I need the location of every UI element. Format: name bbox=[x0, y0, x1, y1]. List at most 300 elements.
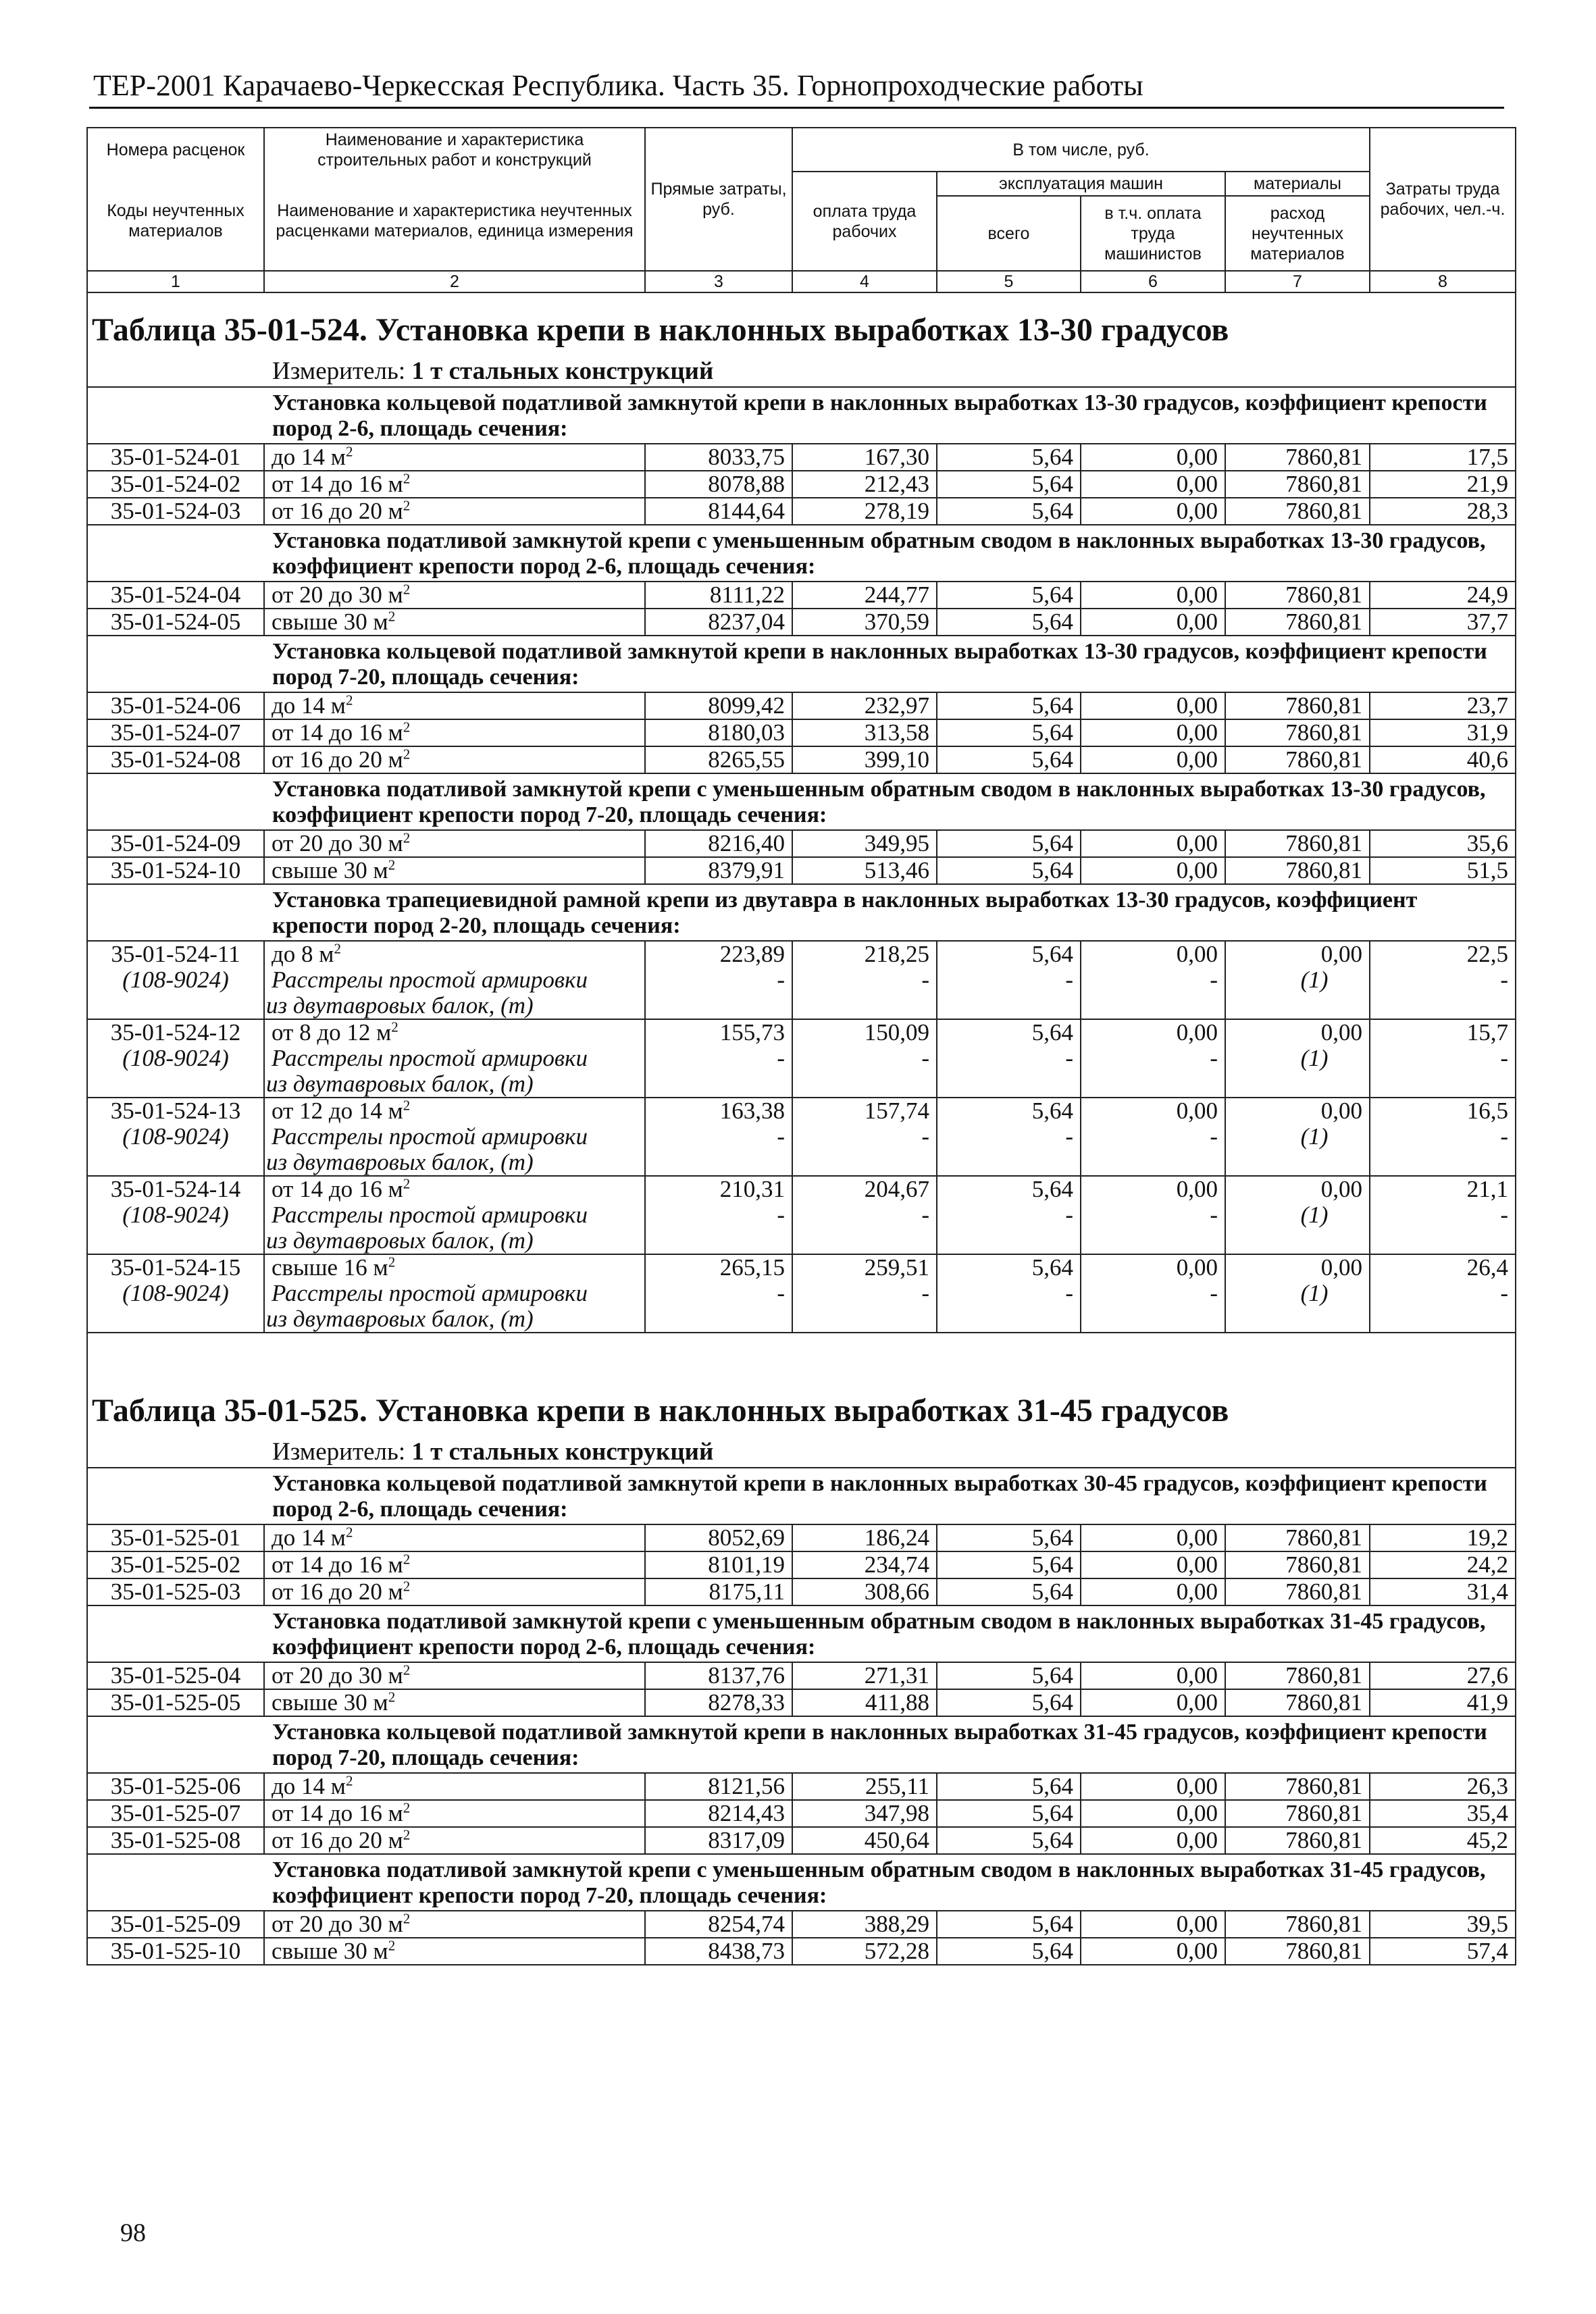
work-name bbox=[264, 1773, 645, 1800]
labor-hours: 40,6 bbox=[1370, 746, 1516, 773]
machines-total: 5,64 bbox=[937, 1098, 1081, 1124]
worker-pay: 271,31 bbox=[792, 1662, 937, 1689]
machines-total: 5,64 bbox=[937, 609, 1081, 636]
operator-pay: 0,00 bbox=[1081, 1773, 1225, 1800]
labor-hours: 57,4 bbox=[1370, 1938, 1516, 1965]
rate-code: 35-01-525-08 bbox=[87, 1827, 264, 1854]
worker-pay: 370,59 bbox=[792, 609, 937, 636]
operator-pay: 0,00 bbox=[1081, 1827, 1225, 1854]
machines-total: 5,64 bbox=[937, 471, 1081, 498]
group-description: Установка податливой замкнутой крепи с уменьшенным обратным сводом в наклонных выработках 31-45 градусов, коэффициент крепости пород 2-6, площадь сечения: bbox=[87, 1605, 1516, 1662]
spacer-row bbox=[87, 1333, 1516, 1374]
unit-superscript: 2 bbox=[403, 746, 411, 763]
work-name bbox=[264, 1176, 645, 1202]
work-name-text: от 8 до 12 м bbox=[272, 1019, 392, 1046]
table-row bbox=[87, 1689, 1516, 1716]
table-row bbox=[87, 830, 1516, 857]
labor-hours: 31,9 bbox=[1370, 719, 1516, 746]
header-labor-hours: Затраты труда рабочих, чел.-ч. bbox=[1370, 128, 1516, 271]
rate-code: 35-01-525-02 bbox=[87, 1551, 264, 1578]
unit-superscript: 2 bbox=[403, 1800, 411, 1816]
work-name-text: свыше 16 м bbox=[272, 1254, 388, 1281]
machines-total: 5,64 bbox=[937, 692, 1081, 719]
page-header bbox=[89, 68, 1504, 109]
machines-total: 5,64 bbox=[937, 719, 1081, 746]
operator-pay: 0,00 bbox=[1081, 1578, 1225, 1605]
work-name bbox=[264, 746, 645, 773]
unit-superscript: 2 bbox=[403, 830, 411, 846]
rate-code: 35-01-525-05 bbox=[87, 1689, 264, 1716]
worker-pay: 255,11 bbox=[792, 1773, 937, 1800]
labor-hours: 19,2 bbox=[1370, 1524, 1516, 1551]
work-name bbox=[264, 582, 645, 609]
materials-cost: 7860,81 bbox=[1225, 1551, 1370, 1578]
unit-superscript: 2 bbox=[388, 1938, 396, 1954]
material-code: (108-9024) bbox=[87, 1202, 264, 1254]
unit-superscript: 2 bbox=[388, 857, 396, 873]
table-title: Таблица 35-01-524. Установка крепи в наклонных выработках 13-30 градусов bbox=[87, 292, 1516, 357]
unit-superscript: 2 bbox=[388, 1689, 396, 1705]
labor-hours: 51,5 bbox=[1370, 857, 1516, 884]
column-numbers-row bbox=[87, 271, 1516, 292]
operator-pay: 0,00 bbox=[1081, 719, 1225, 746]
direct-costs: 8137,76 bbox=[645, 1662, 792, 1689]
material-labor-hours: - bbox=[1370, 967, 1516, 1019]
machines-total: 5,64 bbox=[937, 1551, 1081, 1578]
material-name-continued: из двутавровых балок, (т) bbox=[264, 993, 645, 1019]
direct-costs: 8052,69 bbox=[645, 1524, 792, 1551]
rate-code: 35-01-524-01 bbox=[87, 444, 264, 471]
material-operator-pay: - bbox=[1081, 967, 1225, 1019]
table-row bbox=[87, 857, 1516, 884]
header-worker-pay: оплата труда рабочих bbox=[792, 172, 937, 271]
rate-code: 35-01-525-04 bbox=[87, 1662, 264, 1689]
table-row bbox=[87, 444, 1516, 471]
unit-superscript: 2 bbox=[403, 498, 411, 514]
material-code: (108-9024) bbox=[87, 1124, 264, 1176]
group-description-row bbox=[87, 1468, 1516, 1524]
labor-hours: 41,9 bbox=[1370, 1689, 1516, 1716]
worker-pay: 212,43 bbox=[792, 471, 937, 498]
table-row bbox=[87, 1800, 1516, 1827]
table-row bbox=[87, 692, 1516, 719]
group-description-row bbox=[87, 387, 1516, 444]
table-row bbox=[87, 1662, 1516, 1689]
worker-pay: 244,77 bbox=[792, 582, 937, 609]
header-material-consumption: расход неучтенных материалов bbox=[1225, 196, 1370, 271]
material-labor-hours: - bbox=[1370, 1046, 1516, 1098]
work-name bbox=[264, 1689, 645, 1716]
meter bbox=[87, 357, 1516, 387]
material-consumption: (1) bbox=[1225, 1046, 1370, 1098]
materials-cost: 7860,81 bbox=[1225, 830, 1370, 857]
group-description: Установка кольцевой податливой замкнутой крепи в наклонных выработках 30-45 градусов, коэффициент крепости пород 2-6, площадь сечения: bbox=[87, 1468, 1516, 1524]
column-number: 2 bbox=[264, 271, 645, 292]
group-description-row bbox=[87, 1854, 1516, 1911]
group-description: Установка податливой замкнутой крепи с уменьшенным обратным сводом в наклонных выработках 13-30 градусов, коэффициент крепости пород 2-6, площадь сечения: bbox=[87, 525, 1516, 582]
page-header-title: ТЕР-2001 Карачаево-Черкесская Республика. Часть 35. Горнопроходческие работы bbox=[93, 69, 1143, 102]
operator-pay: 0,00 bbox=[1081, 1098, 1225, 1124]
unit-superscript: 2 bbox=[403, 1098, 411, 1114]
machines-total: 5,64 bbox=[937, 1911, 1081, 1938]
materials-cost: 7860,81 bbox=[1225, 498, 1370, 525]
rate-code: 35-01-524-15 bbox=[87, 1254, 264, 1281]
table-row bbox=[87, 1551, 1516, 1578]
labor-hours: 23,7 bbox=[1370, 692, 1516, 719]
worker-pay: 308,66 bbox=[792, 1578, 937, 1605]
machines-total: 5,64 bbox=[937, 830, 1081, 857]
table-title-row bbox=[87, 1374, 1516, 1437]
operator-pay: 0,00 bbox=[1081, 1938, 1225, 1965]
direct-costs: 8317,09 bbox=[645, 1827, 792, 1854]
header-material-names: Наименование и характеристика неучтенных расценками материалов, единица измерения bbox=[264, 172, 645, 271]
direct-costs: 8099,42 bbox=[645, 692, 792, 719]
rate-code: 35-01-524-03 bbox=[87, 498, 264, 525]
labor-hours: 35,6 bbox=[1370, 830, 1516, 857]
table-row bbox=[87, 1827, 1516, 1854]
machines-total: 5,64 bbox=[937, 1773, 1081, 1800]
direct-costs: 8214,43 bbox=[645, 1800, 792, 1827]
labor-hours: 27,6 bbox=[1370, 1662, 1516, 1689]
materials-cost: 7860,81 bbox=[1225, 857, 1370, 884]
worker-pay: 186,24 bbox=[792, 1524, 937, 1551]
rate-code: 35-01-525-09 bbox=[87, 1911, 264, 1938]
table-row bbox=[87, 471, 1516, 498]
work-name bbox=[264, 1551, 645, 1578]
operator-pay: 0,00 bbox=[1081, 830, 1225, 857]
rate-code: 35-01-524-06 bbox=[87, 692, 264, 719]
rate-code: 35-01-525-10 bbox=[87, 1938, 264, 1965]
materials-cost: 7860,81 bbox=[1225, 1578, 1370, 1605]
table-row bbox=[87, 1578, 1516, 1605]
column-number: 5 bbox=[937, 271, 1081, 292]
operator-pay: 0,00 bbox=[1081, 1254, 1225, 1281]
work-name-text: свыше 30 м bbox=[272, 1938, 388, 1964]
labor-hours: 31,4 bbox=[1370, 1578, 1516, 1605]
labor-hours: 28,3 bbox=[1370, 498, 1516, 525]
worker-pay: 259,51 bbox=[792, 1254, 937, 1281]
work-name bbox=[264, 692, 645, 719]
table-row bbox=[87, 582, 1516, 609]
material-operator-pay: - bbox=[1081, 1281, 1225, 1333]
work-name bbox=[264, 1800, 645, 1827]
operator-pay: 0,00 bbox=[1081, 1176, 1225, 1202]
machines-total: 5,64 bbox=[937, 1019, 1081, 1046]
direct-costs: 8111,22 bbox=[645, 582, 792, 609]
worker-pay: 278,19 bbox=[792, 498, 937, 525]
unit-superscript: 2 bbox=[388, 1254, 396, 1270]
machines-total: 5,64 bbox=[937, 1938, 1081, 1965]
operator-pay: 0,00 bbox=[1081, 444, 1225, 471]
work-name bbox=[264, 1578, 645, 1605]
materials-cost: 0,00 bbox=[1225, 941, 1370, 967]
rate-code: 35-01-524-04 bbox=[87, 582, 264, 609]
materials-cost: 7860,81 bbox=[1225, 719, 1370, 746]
material-machines-total: - bbox=[937, 1281, 1081, 1333]
table-row bbox=[87, 1524, 1516, 1551]
work-name bbox=[264, 1019, 645, 1046]
material-labor-hours: - bbox=[1370, 1124, 1516, 1176]
table-title: Таблица 35-01-525. Установка крепи в наклонных выработках 31-45 градусов bbox=[87, 1374, 1516, 1437]
work-name-text: от 20 до 30 м bbox=[272, 582, 403, 608]
labor-hours: 22,5 bbox=[1370, 941, 1516, 967]
unit-superscript: 2 bbox=[403, 1176, 411, 1192]
materials-cost: 7860,81 bbox=[1225, 1911, 1370, 1938]
material-worker-pay: - bbox=[792, 1202, 937, 1254]
machines-total: 5,64 bbox=[937, 941, 1081, 967]
operator-pay: 0,00 bbox=[1081, 941, 1225, 967]
materials-cost: 7860,81 bbox=[1225, 582, 1370, 609]
direct-costs: 8237,04 bbox=[645, 609, 792, 636]
meter-row bbox=[87, 1437, 1516, 1468]
unit-superscript: 2 bbox=[345, 444, 353, 460]
machines-total: 5,64 bbox=[937, 746, 1081, 773]
work-name bbox=[264, 719, 645, 746]
labor-hours: 24,9 bbox=[1370, 582, 1516, 609]
unit-superscript: 2 bbox=[403, 1551, 411, 1568]
group-description-row bbox=[87, 636, 1516, 692]
group-description: Установка кольцевой податливой замкнутой крепи в наклонных выработках 13-30 градусов, коэффициент крепости пород 7-20, площадь сечения: bbox=[87, 636, 1516, 692]
work-name-text: до 14 м bbox=[272, 1773, 346, 1799]
worker-pay: 450,64 bbox=[792, 1827, 937, 1854]
work-name-text: от 16 до 20 м bbox=[272, 746, 403, 773]
labor-hours: 45,2 bbox=[1370, 1827, 1516, 1854]
rate-code: 35-01-525-06 bbox=[87, 1773, 264, 1800]
material-machines-total: - bbox=[937, 1124, 1081, 1176]
material-worker-pay: - bbox=[792, 1281, 937, 1333]
meter-row bbox=[87, 357, 1516, 387]
materials-cost: 7860,81 bbox=[1225, 471, 1370, 498]
table-row bbox=[87, 719, 1516, 746]
material-consumption: (1) bbox=[1225, 1281, 1370, 1333]
materials-cost: 0,00 bbox=[1225, 1176, 1370, 1202]
material-consumption: (1) bbox=[1225, 967, 1370, 1019]
machines-total: 5,64 bbox=[937, 1800, 1081, 1827]
worker-pay: 399,10 bbox=[792, 746, 937, 773]
header-direct-costs: Прямые затраты, руб. bbox=[645, 128, 792, 271]
work-name-text: от 16 до 20 м bbox=[272, 1578, 403, 1605]
meter-label: Измеритель: bbox=[272, 357, 406, 385]
column-number: 7 bbox=[1225, 271, 1370, 292]
worker-pay: 572,28 bbox=[792, 1938, 937, 1965]
unit-superscript: 2 bbox=[403, 582, 411, 598]
direct-costs: 210,31 bbox=[645, 1176, 792, 1202]
materials-cost: 7860,81 bbox=[1225, 1662, 1370, 1689]
rate-code: 35-01-524-12 bbox=[87, 1019, 264, 1046]
machines-total: 5,64 bbox=[937, 444, 1081, 471]
direct-costs: 8175,11 bbox=[645, 1578, 792, 1605]
material-machines-total: - bbox=[937, 1202, 1081, 1254]
table-row bbox=[87, 498, 1516, 525]
work-name bbox=[264, 609, 645, 636]
meter-value: 1 т стальных конструкций bbox=[411, 357, 714, 385]
operator-pay: 0,00 bbox=[1081, 857, 1225, 884]
materials-cost: 7860,81 bbox=[1225, 444, 1370, 471]
materials-cost: 7860,81 bbox=[1225, 1800, 1370, 1827]
group-description-row bbox=[87, 884, 1516, 941]
group-description-row bbox=[87, 773, 1516, 830]
rate-code: 35-01-524-13 bbox=[87, 1098, 264, 1124]
operator-pay: 0,00 bbox=[1081, 471, 1225, 498]
material-name-continued: из двутавровых балок, (т) bbox=[264, 1071, 645, 1098]
material-consumption: (1) bbox=[1225, 1124, 1370, 1176]
rate-code: 35-01-525-03 bbox=[87, 1578, 264, 1605]
worker-pay: 167,30 bbox=[792, 444, 937, 471]
worker-pay: 347,98 bbox=[792, 1800, 937, 1827]
work-name-text: от 12 до 14 м bbox=[272, 1098, 403, 1124]
work-name-text: до 14 м bbox=[272, 692, 346, 719]
material-name: Расстрелы простой армировки bbox=[264, 967, 645, 993]
rate-code: 35-01-524-14 bbox=[87, 1176, 264, 1202]
direct-costs: 8101,19 bbox=[645, 1551, 792, 1578]
direct-costs: 8144,64 bbox=[645, 498, 792, 525]
meter-label: Измеритель: bbox=[272, 1438, 406, 1466]
machines-total: 5,64 bbox=[937, 582, 1081, 609]
material-name: Расстрелы простой армировки bbox=[264, 1202, 645, 1228]
work-name-text: от 20 до 30 м bbox=[272, 1662, 403, 1689]
table-row bbox=[87, 1019, 1516, 1046]
operator-pay: 0,00 bbox=[1081, 609, 1225, 636]
material-row bbox=[87, 1124, 1516, 1150]
materials-cost: 7860,81 bbox=[1225, 692, 1370, 719]
unit-superscript: 2 bbox=[388, 609, 396, 625]
direct-costs: 8078,88 bbox=[645, 471, 792, 498]
work-name bbox=[264, 941, 645, 967]
group-description: Установка податливой замкнутой крепи с уменьшенным обратным сводом в наклонных выработках 13-30 градусов, коэффициент крепости пород 7-20, площадь сечения: bbox=[87, 773, 1516, 830]
meter-value: 1 т стальных конструкций bbox=[411, 1438, 714, 1466]
direct-costs: 8033,75 bbox=[645, 444, 792, 471]
work-name bbox=[264, 1827, 645, 1854]
materials-cost: 7860,81 bbox=[1225, 1524, 1370, 1551]
table-row bbox=[87, 1254, 1516, 1281]
labor-hours: 24,2 bbox=[1370, 1551, 1516, 1578]
unit-superscript: 2 bbox=[345, 1773, 353, 1789]
work-name-text: от 14 до 16 м bbox=[272, 471, 403, 497]
column-number: 6 bbox=[1081, 271, 1225, 292]
unit-superscript: 2 bbox=[334, 941, 341, 957]
material-machines-total: - bbox=[937, 967, 1081, 1019]
material-name: Расстрелы простой армировки bbox=[264, 1046, 645, 1071]
worker-pay: 513,46 bbox=[792, 857, 937, 884]
rate-code: 35-01-524-02 bbox=[87, 471, 264, 498]
materials-cost: 7860,81 bbox=[1225, 1689, 1370, 1716]
operator-pay: 0,00 bbox=[1081, 1689, 1225, 1716]
operator-pay: 0,00 bbox=[1081, 1551, 1225, 1578]
worker-pay: 150,09 bbox=[792, 1019, 937, 1046]
direct-costs: 8180,03 bbox=[645, 719, 792, 746]
work-name-text: от 14 до 16 м bbox=[272, 1551, 403, 1578]
unit-superscript: 2 bbox=[403, 471, 411, 487]
work-name-text: свыше 30 м bbox=[272, 857, 388, 883]
machines-total: 5,64 bbox=[937, 1662, 1081, 1689]
work-name bbox=[264, 1938, 645, 1965]
materials-cost: 7860,81 bbox=[1225, 1827, 1370, 1854]
rate-code: 35-01-524-11 bbox=[87, 941, 264, 967]
unit-superscript: 2 bbox=[345, 1524, 353, 1541]
work-name-text: от 14 до 16 м bbox=[272, 719, 403, 746]
operator-pay: 0,00 bbox=[1081, 1800, 1225, 1827]
page-number: 98 bbox=[120, 2219, 146, 2247]
direct-costs: 8265,55 bbox=[645, 746, 792, 773]
material-operator-pay: - bbox=[1081, 1124, 1225, 1176]
work-name-text: от 14 до 16 м bbox=[272, 1176, 403, 1202]
material-direct-costs: - bbox=[645, 1124, 792, 1176]
work-name-text: свыше 30 м bbox=[272, 609, 388, 635]
work-name bbox=[264, 1254, 645, 1281]
material-name: Расстрелы простой армировки bbox=[264, 1124, 645, 1150]
work-name-text: от 20 до 30 м bbox=[272, 1911, 403, 1937]
group-description-row bbox=[87, 525, 1516, 582]
work-name bbox=[264, 1098, 645, 1124]
group-description-row bbox=[87, 1716, 1516, 1773]
machines-total: 5,64 bbox=[937, 1578, 1081, 1605]
material-machines-total: - bbox=[937, 1046, 1081, 1098]
material-code: (108-9024) bbox=[87, 967, 264, 1019]
unit-superscript: 2 bbox=[403, 1578, 411, 1595]
meter bbox=[87, 1437, 1516, 1468]
direct-costs: 8379,91 bbox=[645, 857, 792, 884]
work-name bbox=[264, 1524, 645, 1551]
material-worker-pay: - bbox=[792, 1046, 937, 1098]
material-name-continued: из двутавровых балок, (т) bbox=[264, 1150, 645, 1176]
operator-pay: 0,00 bbox=[1081, 1911, 1225, 1938]
worker-pay: 218,25 bbox=[792, 941, 937, 967]
material-direct-costs: - bbox=[645, 1281, 792, 1333]
labor-hours: 21,9 bbox=[1370, 471, 1516, 498]
header-row bbox=[87, 128, 1516, 172]
material-consumption: (1) bbox=[1225, 1202, 1370, 1254]
table-row bbox=[87, 1773, 1516, 1800]
worker-pay: 204,67 bbox=[792, 1176, 937, 1202]
operator-pay: 0,00 bbox=[1081, 1662, 1225, 1689]
worker-pay: 388,29 bbox=[792, 1911, 937, 1938]
work-name-text: до 14 м bbox=[272, 444, 346, 470]
labor-hours: 35,4 bbox=[1370, 1800, 1516, 1827]
direct-costs: 265,15 bbox=[645, 1254, 792, 1281]
work-name-text: свыше 30 м bbox=[272, 1689, 388, 1716]
unit-superscript: 2 bbox=[403, 1911, 411, 1927]
worker-pay: 157,74 bbox=[792, 1098, 937, 1124]
worker-pay: 349,95 bbox=[792, 830, 937, 857]
group-description: Установка трапециевидной рамной крепи из двутавра в наклонных выработках 13-30 градусов, коэффициент крепости пород 2-20, площадь сечения: bbox=[87, 884, 1516, 941]
direct-costs: 223,89 bbox=[645, 941, 792, 967]
rate-code: 35-01-525-07 bbox=[87, 1800, 264, 1827]
table-title-row bbox=[87, 292, 1516, 357]
table-row bbox=[87, 1911, 1516, 1938]
machines-total: 5,64 bbox=[937, 1254, 1081, 1281]
labor-hours: 17,5 bbox=[1370, 444, 1516, 471]
materials-cost: 7860,81 bbox=[1225, 1938, 1370, 1965]
unit-superscript: 2 bbox=[403, 1827, 411, 1843]
material-row bbox=[87, 1281, 1516, 1306]
table-row bbox=[87, 941, 1516, 967]
table-row bbox=[87, 1938, 1516, 1965]
header-materials: материалы bbox=[1225, 172, 1370, 196]
rates-table bbox=[86, 127, 1516, 1965]
direct-costs: 8254,74 bbox=[645, 1911, 792, 1938]
material-operator-pay: - bbox=[1081, 1046, 1225, 1098]
work-name bbox=[264, 830, 645, 857]
operator-pay: 0,00 bbox=[1081, 1019, 1225, 1046]
worker-pay: 313,58 bbox=[792, 719, 937, 746]
materials-cost: 7860,81 bbox=[1225, 746, 1370, 773]
materials-cost: 0,00 bbox=[1225, 1254, 1370, 1281]
header-operator-pay: в т.ч. оплата труда машинистов bbox=[1081, 196, 1225, 271]
material-name-continued: из двутавровых балок, (т) bbox=[264, 1306, 645, 1333]
operator-pay: 0,00 bbox=[1081, 692, 1225, 719]
work-name bbox=[264, 1662, 645, 1689]
work-name-text: до 14 м bbox=[272, 1524, 346, 1551]
